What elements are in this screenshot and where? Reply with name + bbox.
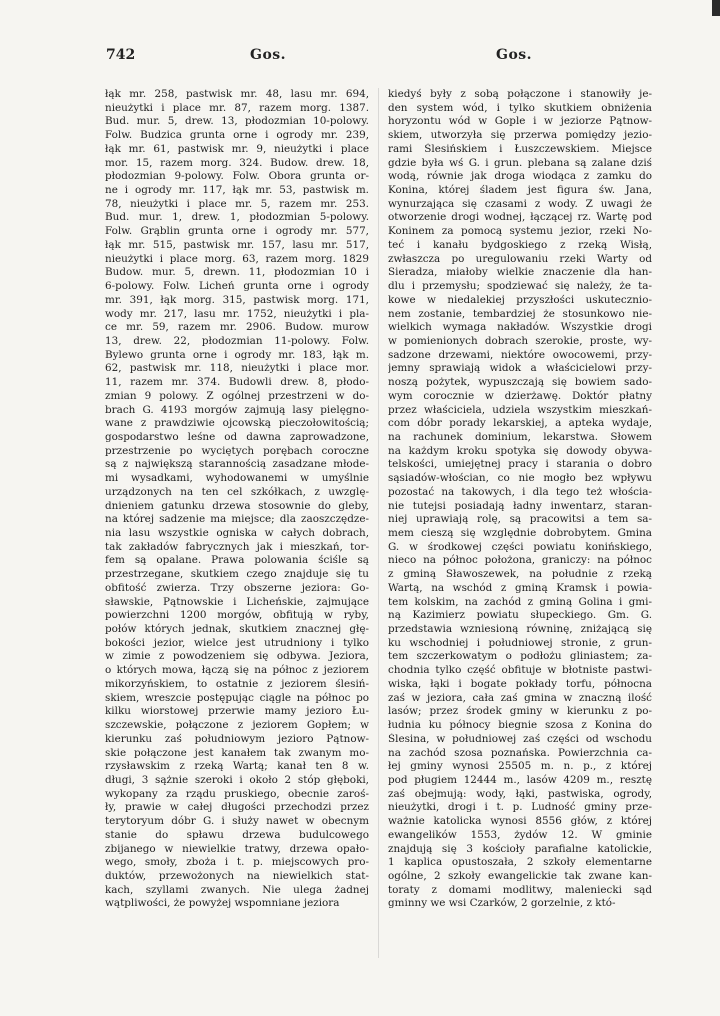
- page-number: 742: [106, 47, 136, 63]
- text-line: gospodarstwo leśne od dawna zaprowadzone,: [105, 430, 369, 443]
- text-line: nieużytki i place mr. 87, razem morg. 1387.: [105, 101, 369, 114]
- text-line: skiem, utworzyła się przerwa pomiędzy jezio-: [388, 129, 652, 142]
- text-line: pod pługiem 12444 m., lasów 4209 m., resztę: [388, 773, 652, 786]
- text-line: mem cieszą się względnie dobrobytem. Gmina: [388, 527, 652, 539]
- text-line: rami Ślesińskiem i Łuszczewskiem. Miejsce: [388, 142, 652, 155]
- text-line: nieużytki, drogi i t. p. Ludność gminy prze-: [388, 801, 652, 814]
- text-line: nem zostanie, tembardziej że stosunkowo nie-: [388, 307, 652, 320]
- text-line: nieużytki i place morg. 63, razem morg. 1829: [105, 252, 369, 265]
- text-line: fem są opalane. Prawa polowania ściśle są: [105, 554, 369, 567]
- text-line: Bud. mur. 5, drew. 13, płodozmian 10-polowy.: [105, 115, 369, 128]
- text-line: kowe w niedalekiej przyszłości uskutecznio-: [388, 293, 652, 306]
- left-text-column: [105, 88, 369, 911]
- text-line: mor. 15, razem morg. 324. Budow. drew. 18,: [105, 156, 369, 169]
- text-line: na której sadzenie ma miejsce; dla zaoszczędze-: [105, 513, 369, 526]
- text-line: w zimie z powodzeniem się odbywa. Jeziora,: [105, 650, 369, 663]
- text-line: dlu i przemysłu; spodziewać się należy, że ta-: [388, 280, 652, 293]
- text-line: Bylewo grunta orne i ogrody mr. 183, łąk m.: [105, 348, 369, 361]
- text-line: brach G. 4193 morgów zajmują lasy pielęgno-: [105, 403, 369, 416]
- text-line: skiem, wreszcie postępując ciągle na północ po: [105, 691, 369, 704]
- text-line: ną Kazimierz powiatu słupeckiego. Gm. G.: [388, 609, 652, 622]
- text-line: łąk mr. 61, pastwisk mr. 9, nieużytki i place: [105, 142, 369, 155]
- text-line: nieco na północ położona, graniczy: na północ: [388, 554, 652, 567]
- text-line: G. w środkowej części powiatu konińskiego,: [388, 540, 652, 553]
- text-line: łąk mr. 515, pastwisk mr. 157, lasu mr. 517,: [105, 238, 369, 251]
- text-line: ne i ogrody mr. 117, łąk mr. 53, pastwisk m.: [105, 184, 369, 197]
- text-line: Bud. mur. 1, drew. 1, płodozmian 5-polowy.: [105, 211, 369, 224]
- text-line: Sieradza, miałoby wielkie znaczenie dla han-: [388, 266, 652, 279]
- text-line: Ślesina, w południowej zaś części od wschodu: [388, 732, 652, 745]
- text-line: długi, 3 sążnie szeroki i około 2 stóp głęboki,: [105, 773, 369, 786]
- text-line: otworzenie drogi wodnej, łączącej rz. Wartę pod: [388, 211, 652, 224]
- text-line: ce mr. 59, razem mr. 2906. Budow. murow: [105, 321, 369, 334]
- text-line: na rachunek dominium, lekarstwa. Słowem: [388, 430, 652, 443]
- text-line: bokości jezior, wielce jest utrudniony i tylko: [105, 636, 369, 649]
- text-line: o których mowa, łączą się na północ z jeziorem: [105, 664, 369, 677]
- text-line: ły, prawie w całej długości przechodzi przez: [105, 801, 369, 814]
- text-line: znajdują się 3 kościoły parafialne katolickie,: [388, 842, 652, 855]
- text-line: noszą pożytek, wypuszczają się bowiem sado-: [388, 376, 652, 389]
- text-line: 1 kaplica opustoszała, 2 szkoły elementarne: [388, 856, 652, 869]
- text-line: na każdym kroku spotyka się dowody obywa-: [388, 444, 652, 457]
- text-line: mikorzyńskiem, to ostatnie z jeziorem ślesiń-: [105, 677, 369, 690]
- text-line: nia lasu wszystkie ogniska w całych dobrach,: [105, 527, 369, 539]
- text-line: sławskie, Pątnowskie i Licheńskie, zajmujące: [105, 595, 369, 608]
- text-line: w pomienionych dobrach szerokie, proste, wy-: [388, 334, 652, 347]
- text-line: przez właściciela, udziela wszystkim mieszkań-: [388, 403, 652, 416]
- text-line: 11, razem mr. 374. Budowli drew. 8, płodo-: [105, 376, 369, 389]
- text-line: zbijanego w niewielkie tratwy, drzewa opało-: [105, 842, 369, 855]
- text-line: kach, szyllami zwanych. Nie ulega żadnej: [105, 883, 369, 896]
- text-line: tak zakładów fabrycznych jak i mieszkań, tor-: [105, 540, 369, 553]
- text-line: wym corocznie w dzierżawę. Doktór płatny: [388, 389, 652, 402]
- text-line: den system wód, i tylko skutkiem obniżenia: [388, 101, 652, 114]
- text-line: lasów; przez środek gminy w kierunku z po-: [388, 705, 652, 718]
- text-line: Koninem za pomocą systemu jezior, rzeki No-: [388, 225, 652, 238]
- text-line: niej uprawiają rolę, są pracowitsi a tem sa-: [388, 513, 652, 526]
- text-line: toraty z domami modlitwy, maleniecki sąd: [388, 883, 652, 896]
- text-line: urządzonych na ten cel szkółkach, z uwzglę-: [105, 485, 369, 498]
- text-line: gminny we wsi Czarków, 2 gorzelnie, z któ-: [388, 897, 616, 910]
- text-line: pozostać na takowych, i dla tego też włościa-: [388, 485, 652, 498]
- text-line: wątpliwości, że powyżej wspomniane jeziora: [105, 897, 340, 910]
- text-line: wody mr. 217, lasu mr. 1752, nieużytki i pla-: [105, 307, 369, 320]
- text-line: są z największą starannością zasadzane młode-: [105, 458, 369, 471]
- text-line: wego, smoły, zboża i t. p. miejscowych pro-: [105, 856, 369, 869]
- text-line: Konina, której śladem jest figura św. Jana,: [388, 184, 652, 197]
- text-line: kilku wiorstowej przerwie mamy jezioro Łu-: [105, 705, 369, 718]
- text-line: dnieniem gatunku drzewa stosownie do gleby,: [105, 499, 369, 512]
- text-line: wykopany za rządu pruskiego, obecnie zaroś-: [105, 787, 369, 800]
- text-line: na zachód szosa poznańska. Powierzchnia ca-: [388, 746, 652, 759]
- text-line: nie tutejsi posiadają ładny inwentarz, staran-: [388, 499, 652, 512]
- text-line: terytoryum dóbr G. i służy nawet w obecnym: [105, 815, 369, 828]
- text-line: wane z prawdziwie ojcowską pieczołowitością;: [105, 417, 369, 430]
- text-line: 6-polowy. Folw. Licheń grunta orne i ogrody: [105, 280, 369, 293]
- text-line: tem szczerkowatym o podłożu gliniastem; za-: [388, 650, 652, 663]
- text-line: duktów, przewożonych na niewielkich stat-: [105, 869, 369, 882]
- text-line: powierzchni 1200 morgów, obfitują w ryby,: [105, 609, 369, 622]
- text-line: Folw. Budzica grunta orne i ogrody mr. 239,: [105, 129, 369, 142]
- text-line: połów których jednak, skutkiem znacznej głę-: [105, 623, 369, 636]
- text-line: łąk mr. 258, pastwisk mr. 48, lasu mr. 694,: [105, 88, 369, 100]
- text-line: zwłaszcza po uregulowaniu rzeki Warty od: [388, 252, 652, 265]
- text-line: 13, drew. 22, płodozmian 11-polowy. Folw.: [105, 334, 369, 347]
- text-line: wiska, łąki i bogate pokłady torfu, północna: [388, 677, 652, 690]
- text-line: teć i kanału bydgoskiego z rzeką Wisłą,: [388, 238, 652, 251]
- text-line: ogólne, 2 szkoły ewangelickie tak zwane kan-: [388, 869, 652, 882]
- column-divider: [378, 88, 379, 958]
- text-line: płodozmian 9-polowy. Folw. Obora grunta or-: [105, 170, 369, 183]
- text-line: jemny sprawiają widok a właścicielowi przy-: [388, 362, 652, 375]
- text-line: wynurzająca się czasami z wody. Z uwagi że: [388, 197, 652, 210]
- text-line: kierunku zaś południowym jezioro Pątnow-: [105, 732, 369, 745]
- text-line: mi wysadkami, wyhodowanemi w umyślnie: [105, 472, 369, 485]
- text-line: ku wschodniej i południowej stronie, z grun-: [388, 636, 652, 649]
- text-line: horyzontu wód w Gople i w jeziorze Pątnow-: [388, 115, 652, 128]
- text-line: tem kolskim, na zachód z gminą Golina i gmi-: [388, 595, 652, 608]
- text-line: zaś obejmują: wody, łąki, pastwiska, ogrody,: [388, 787, 652, 800]
- text-line: Wartą, na wschód z gminą Kramsk i powia-: [388, 581, 652, 594]
- text-line: kiedyś były z sobą połączone i stanowiły je-: [388, 88, 652, 100]
- left-running-headword: Gos.: [250, 47, 287, 63]
- text-line: łej gminy wynosi 25505 m. n. p., z której: [388, 760, 652, 773]
- right-running-headword: Gos.: [496, 47, 533, 63]
- text-line: skie połączone jest kanałem tak zwanym mo-: [105, 746, 369, 759]
- text-line: szczewskie, połączone z jeziorem Gopłem; w: [105, 719, 369, 732]
- text-line: rzysławskim z rzeką Wartą; kanał ten 8 w.: [105, 760, 369, 773]
- text-line: com dóbr porady lekarskiej, a apteka wydaje,: [388, 417, 652, 430]
- text-line: wielkich wymaga nakładów. Wszystkie drogi: [388, 321, 652, 334]
- text-line: przedstawia wzniesioną równinę, zniżającą się: [388, 623, 652, 636]
- text-line: ważnie katolicka wynosi 8556 głów, z której: [388, 815, 652, 828]
- text-line: zaś w jeziora, cała zaś gmina w znaczną ilość: [388, 691, 652, 704]
- text-line: wodą, równie jak droga wiodąca z zamku do: [388, 170, 652, 183]
- text-line: mr. 391, łąk morg. 315, pastwisk morg. 171,: [105, 293, 369, 306]
- text-line: łudnia ku północy biegnie szosa z Konina do: [388, 719, 652, 732]
- text-line: przestrzegane, skutkiem czego znajduje się tu: [105, 568, 369, 581]
- text-line: Budow. mur. 5, drewn. 11, płodozmian 10 i: [105, 266, 369, 279]
- text-line: Folw. Grąblin grunta orne i ogrody mr. 577,: [105, 225, 369, 238]
- right-text-column: [388, 88, 652, 911]
- text-line: przestrzenie po wyciętych porębach coroczne: [105, 444, 369, 457]
- text-line: 62, pastwisk mr. 118, nieużytki i place mor.: [105, 362, 369, 375]
- text-line: 78, nieużytki i place mr. 5, razem mr. 253.: [105, 197, 369, 210]
- text-line: telskości, umiejętnej pracy i starania o dobro: [388, 458, 652, 471]
- text-line: sąsiadów-włościan, co nie mogło bez wpływu: [388, 472, 652, 485]
- text-line: sadzone drzewami, niektóre owocowemi, przy-: [388, 348, 652, 361]
- text-line: ewangelików 1553, żydów 12. W gminie: [388, 828, 652, 841]
- scan-corner-mark: [712, 0, 720, 16]
- text-line: z gminą Sławoszewek, na południe z rzeką: [388, 568, 652, 581]
- text-line: obfitość zwierza. Trzy obszerne jeziora: Go-: [105, 581, 369, 594]
- text-line: zmian 9 polowy. Z ogólnej przestrzeni w do-: [105, 389, 369, 402]
- text-line: stanie do spławu drzewa budulcowego: [105, 828, 369, 841]
- text-line: chodnia tylko część obfituje w błotniste pastwi-: [388, 664, 652, 677]
- text-line: gdzie była wś G. i grun. plebana są zalane dziś: [388, 156, 652, 169]
